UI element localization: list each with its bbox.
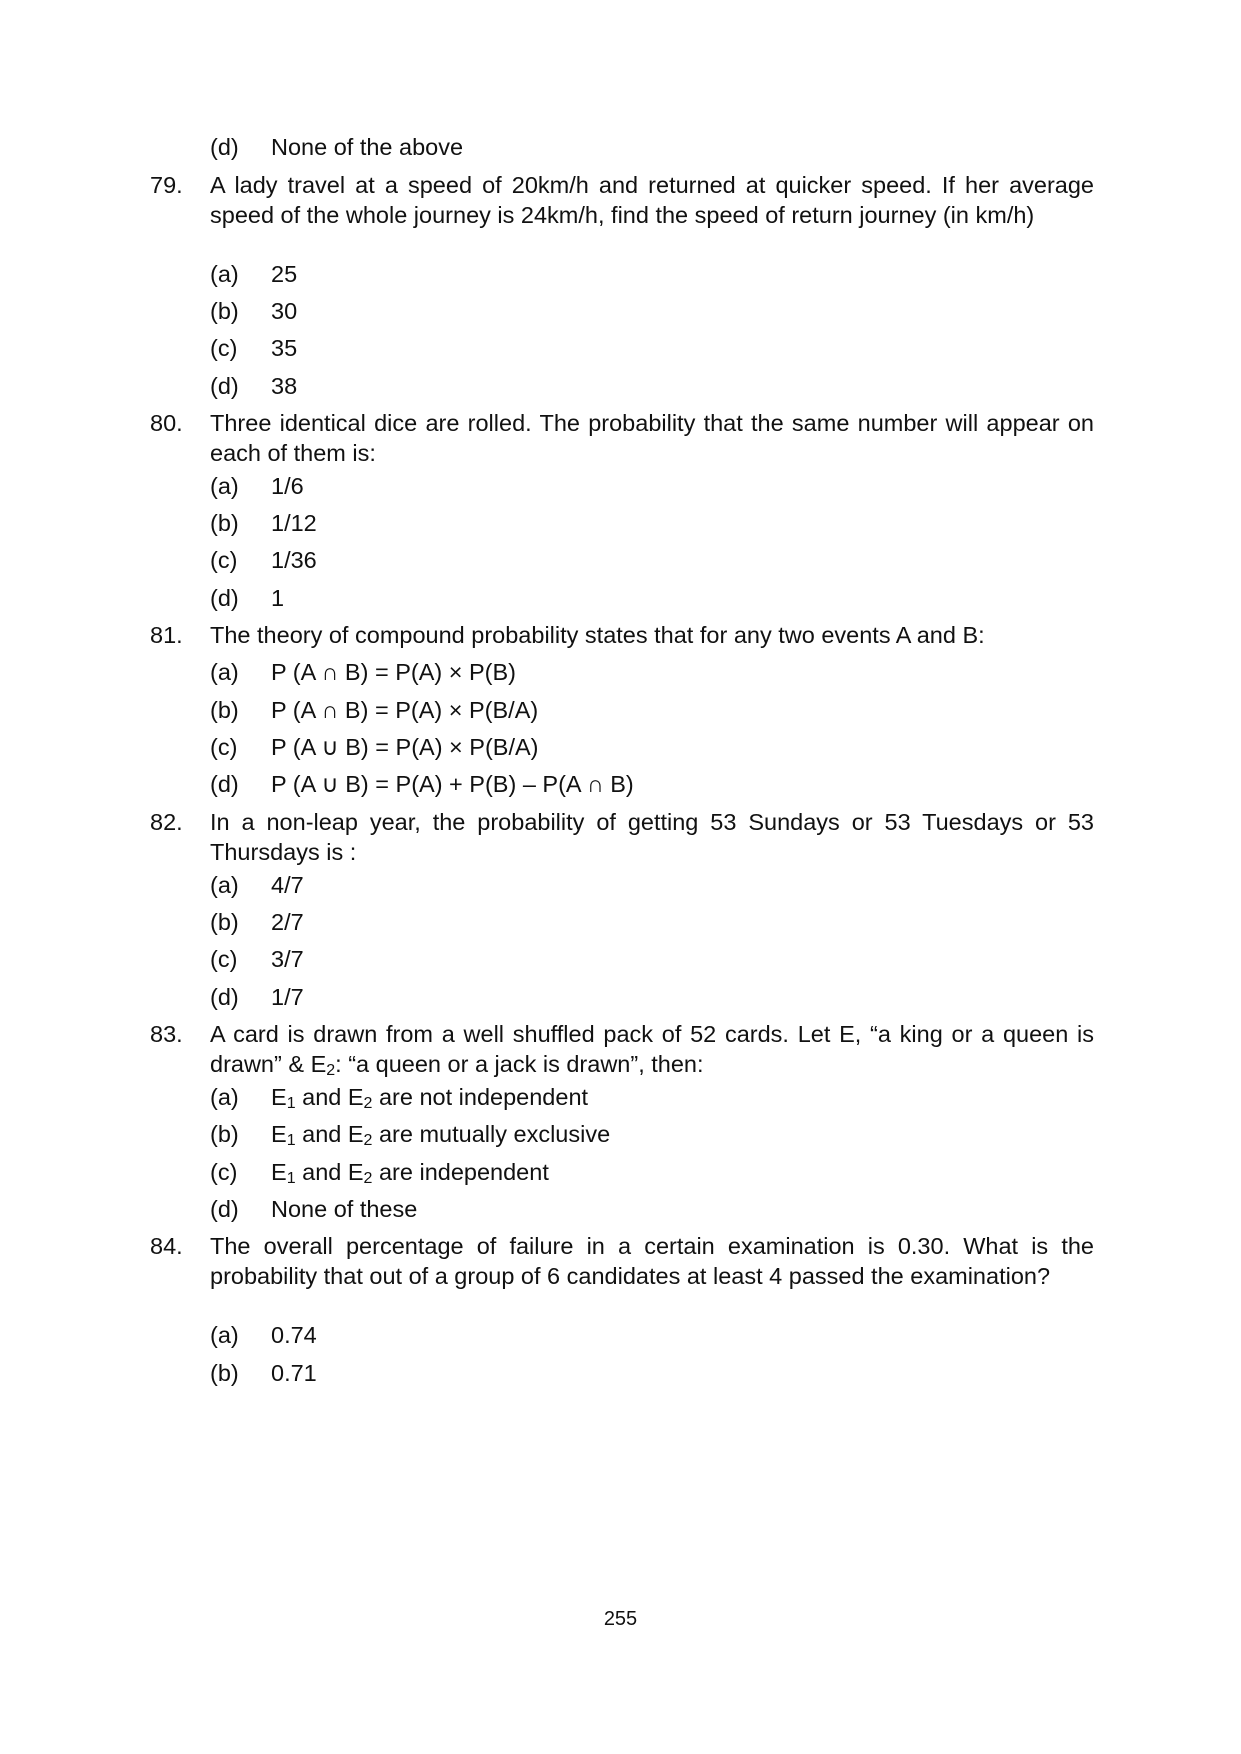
question-83: [150, 1020, 1094, 1079]
option-text-part: are independent: [372, 1159, 549, 1185]
option-text: 35: [271, 335, 298, 361]
prev-option-d: [210, 133, 463, 163]
option-label: (d): [210, 771, 239, 797]
question-84: [150, 1232, 1094, 1291]
question-number: 82.: [150, 809, 183, 835]
option-label: (c): [210, 335, 238, 361]
question-82: [150, 808, 1094, 867]
option-label: (b): [210, 909, 239, 935]
option-text-part: are mutually exclusive: [372, 1121, 611, 1147]
option-text: 30: [271, 298, 298, 324]
option-text: P (A ∩ B) = P(A) × P(B): [271, 659, 516, 685]
option-label: (d): [210, 984, 239, 1010]
q84-option-a: [210, 1321, 317, 1351]
subscript: 2: [326, 1061, 336, 1079]
option-label: (b): [210, 1360, 239, 1386]
option-label: (a): [210, 473, 239, 499]
option-text: 38: [271, 373, 298, 399]
subscript: 1: [286, 1170, 296, 1187]
q79-option-a: [210, 260, 297, 290]
q81-option-c: [210, 733, 539, 763]
q80-option-b: [210, 509, 317, 539]
subscript: 2: [363, 1170, 373, 1187]
option-text: 1/12: [271, 510, 317, 536]
q81-option-b: [210, 696, 538, 726]
option-text-part: E: [271, 1084, 287, 1110]
q80-option-c: [210, 546, 317, 576]
option-label: (b): [210, 1121, 239, 1147]
q80-option-a: [210, 472, 304, 502]
option-text: P (A ∩ B) = P(A) × P(B/A): [271, 697, 539, 723]
option-text: 0.74: [271, 1322, 317, 1348]
option-text: P (A ∪ B) = P(A) × P(B/A): [271, 734, 539, 760]
question-number: 79.: [150, 172, 183, 198]
option-label: (a): [210, 872, 239, 898]
question-80: [150, 409, 1094, 468]
option-label: (b): [210, 697, 239, 723]
q81-option-a: [210, 658, 516, 688]
subscript: 2: [363, 1095, 373, 1112]
question-text: A lady travel at a speed of 20km/h and returned at quicker speed. If her average speed of the whole journey is 24km/h, find the speed of return journey (in km/h): [210, 172, 1094, 228]
question-text: [210, 1020, 1094, 1079]
option-text: 4/7: [271, 872, 304, 898]
question-number: 83.: [150, 1021, 183, 1047]
option-label: (d): [210, 373, 239, 399]
q82-option-c: [210, 945, 304, 975]
option-label: (c): [210, 547, 238, 573]
option-text-part: and E: [295, 1121, 364, 1147]
option-label: (d): [210, 1196, 239, 1222]
q79-option-d: [210, 372, 297, 402]
option-text: P (A ∪ B) = P(A) + P(B) – P(A ∩ B): [271, 771, 634, 797]
option-text: 0.71: [271, 1360, 317, 1386]
question-text: Three identical dice are rolled. The probability that the same number will appear on each of them is:: [210, 410, 1094, 466]
option-text-part: E: [271, 1121, 287, 1147]
subscript: 1: [286, 1095, 296, 1112]
q82-option-d: [210, 983, 304, 1013]
question-text: In a non-leap year, the probability of getting 53 Sundays or 53 Tuesdays or 53 Thursdays is :: [210, 809, 1094, 865]
option-label: (d): [210, 134, 239, 160]
option-label: (a): [210, 1322, 239, 1348]
option-text: 1/6: [271, 473, 304, 499]
question-text: The theory of compound probability states that for any two events A and B:: [210, 622, 985, 648]
option-text-part: and E: [295, 1159, 364, 1185]
q83-option-a: [210, 1083, 588, 1113]
q84-option-b: [210, 1359, 317, 1389]
option-label: (c): [210, 1159, 238, 1185]
q79-option-c: [210, 334, 297, 364]
question-text: The overall percentage of failure in a certain examination is 0.30. What is the probability that out of a group of 6 candidates at least 4 passed the examination?: [210, 1233, 1094, 1289]
q83-option-d: [210, 1195, 417, 1225]
question-number: 81.: [150, 622, 183, 648]
q83-option-c: [210, 1158, 549, 1188]
option-text: 25: [271, 261, 298, 287]
option-text: None of these: [271, 1196, 418, 1222]
page-number: 255: [603, 1608, 638, 1630]
option-text: 3/7: [271, 946, 304, 972]
question-text-part: : “a queen or a jack is drawn”, then:: [335, 1050, 704, 1077]
option-text: 2/7: [271, 909, 304, 935]
q83-option-b: [210, 1120, 610, 1150]
q82-option-b: [210, 908, 304, 938]
option-label: (a): [210, 261, 239, 287]
q81-option-d: [210, 770, 634, 800]
option-text-part: E: [271, 1159, 287, 1185]
option-text: 1/7: [271, 984, 304, 1010]
option-label: (b): [210, 298, 239, 324]
q82-option-a: [210, 871, 304, 901]
option-label: (a): [210, 659, 239, 685]
question-text-part: A card is drawn from a well shuffled pack of 52 cards. Let E, “a king or a queen is drawn” & E: [210, 1021, 1094, 1077]
question-81: [150, 621, 1094, 651]
subscript: 1: [286, 1132, 296, 1149]
q80-option-d: [210, 584, 284, 614]
option-label: (c): [210, 734, 238, 760]
subscript: 2: [363, 1132, 373, 1149]
question-number: 80.: [150, 410, 183, 436]
option-label: (b): [210, 510, 239, 536]
question-79: [150, 171, 1094, 230]
question-number: 84.: [150, 1233, 183, 1259]
option-text: 1/36: [271, 547, 317, 573]
option-text: None of the above: [271, 134, 464, 160]
option-label: (d): [210, 585, 239, 611]
option-text-part: and E: [295, 1084, 364, 1110]
option-label: (a): [210, 1084, 239, 1110]
option-text-part: are not independent: [372, 1084, 589, 1110]
q79-option-b: [210, 297, 297, 327]
option-text: 1: [271, 585, 285, 611]
option-label: (c): [210, 946, 238, 972]
